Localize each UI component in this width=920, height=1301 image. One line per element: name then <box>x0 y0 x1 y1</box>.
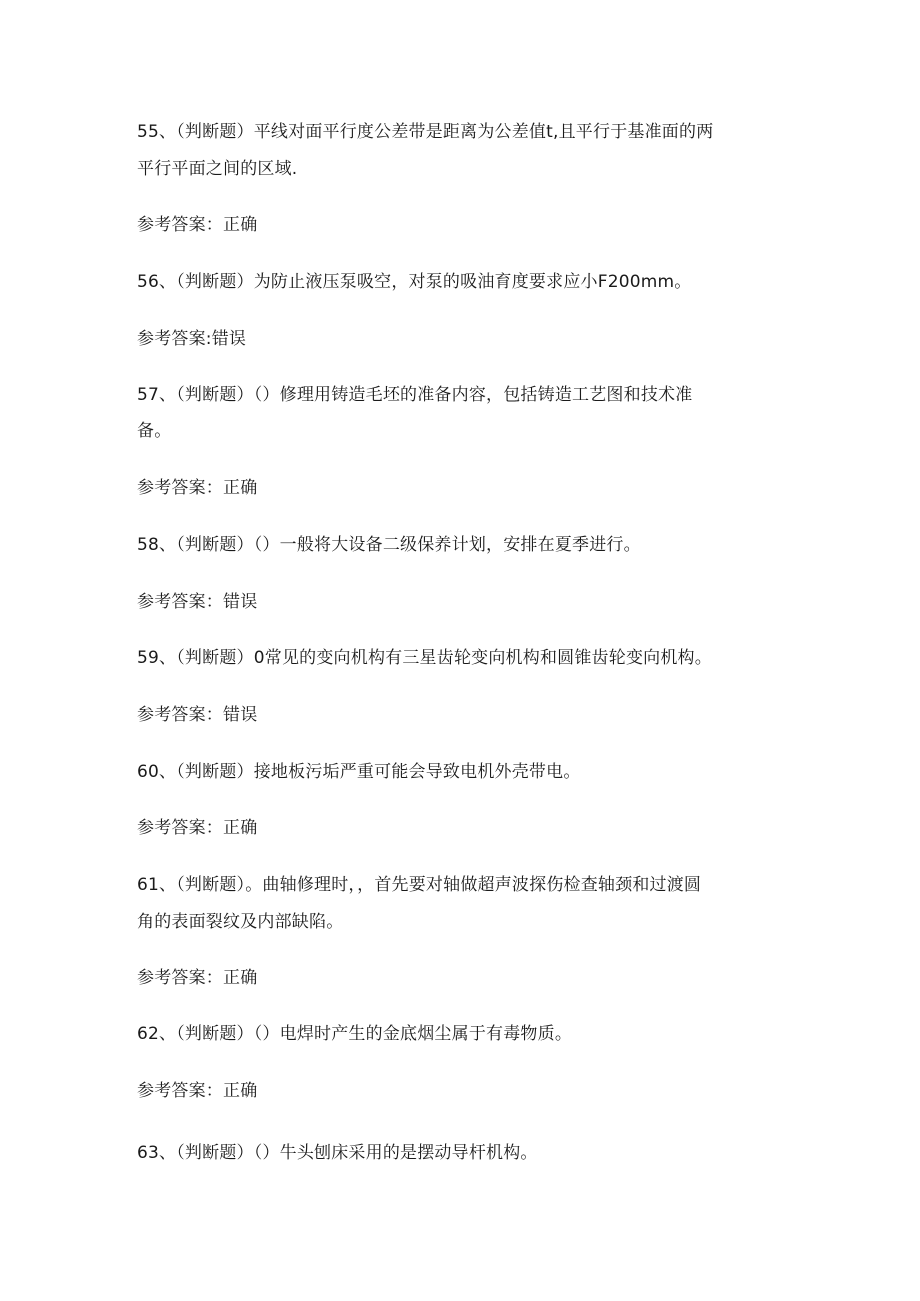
answer-61: 参考答案：正确 <box>137 968 258 988</box>
answer-62: 参考答案：正确 <box>137 1081 258 1101</box>
question-55-line-2: 平行平面之间的区域. <box>137 159 298 179</box>
question-61-line-2: 角的表面裂纹及内部缺陷。 <box>137 912 344 932</box>
question-57-line-1: 57、（判断题）（）修理用铸造毛坯的准备内容，包括铸造工艺图和技术准 <box>137 385 693 405</box>
question-60-line-1: 60、（判断题）接地板污垢严重可能会导致电机外壳带电。 <box>137 762 581 782</box>
answer-59: 参考答案：错误 <box>137 705 258 725</box>
question-56-line-1: 56、（判断题）为防止液压泵吸空，对泵的吸油育度要求应小F200mm。 <box>137 272 692 292</box>
question-62-line-1: 62、（判断题）（）电焊时产生的金底烟尘属于有毒物质。 <box>137 1024 573 1044</box>
question-58-line-1: 58、（判断题）（）一般将大设备二级保养计划，安排在夏季进行。 <box>137 535 641 555</box>
question-59-line-1: 59、（判断题）0常见的变向机构有三星齿轮变向机构和圆锥齿轮变向机构。 <box>137 648 712 668</box>
answer-55: 参考答案：正确 <box>137 215 258 235</box>
answer-56: 参考答案:错误 <box>137 329 247 349</box>
question-55-line-1: 55、（判断题）平线对面平行度公差带是距离为公差值t,且平行于基准面的两 <box>137 122 714 142</box>
answer-57: 参考答案：正确 <box>137 478 258 498</box>
question-63-line-1: 63、（判断题）（）牛头刨床采用的是摆动导杆机构。 <box>137 1143 538 1163</box>
answer-58: 参考答案：错误 <box>137 592 258 612</box>
question-61-line-1: 61、（判断题）。曲轴修理时，，首先要对轴做超声波探伤检查轴颈和过渡圆 <box>137 875 702 895</box>
question-57-line-2: 备。 <box>137 421 172 441</box>
answer-60: 参考答案：正确 <box>137 818 258 838</box>
